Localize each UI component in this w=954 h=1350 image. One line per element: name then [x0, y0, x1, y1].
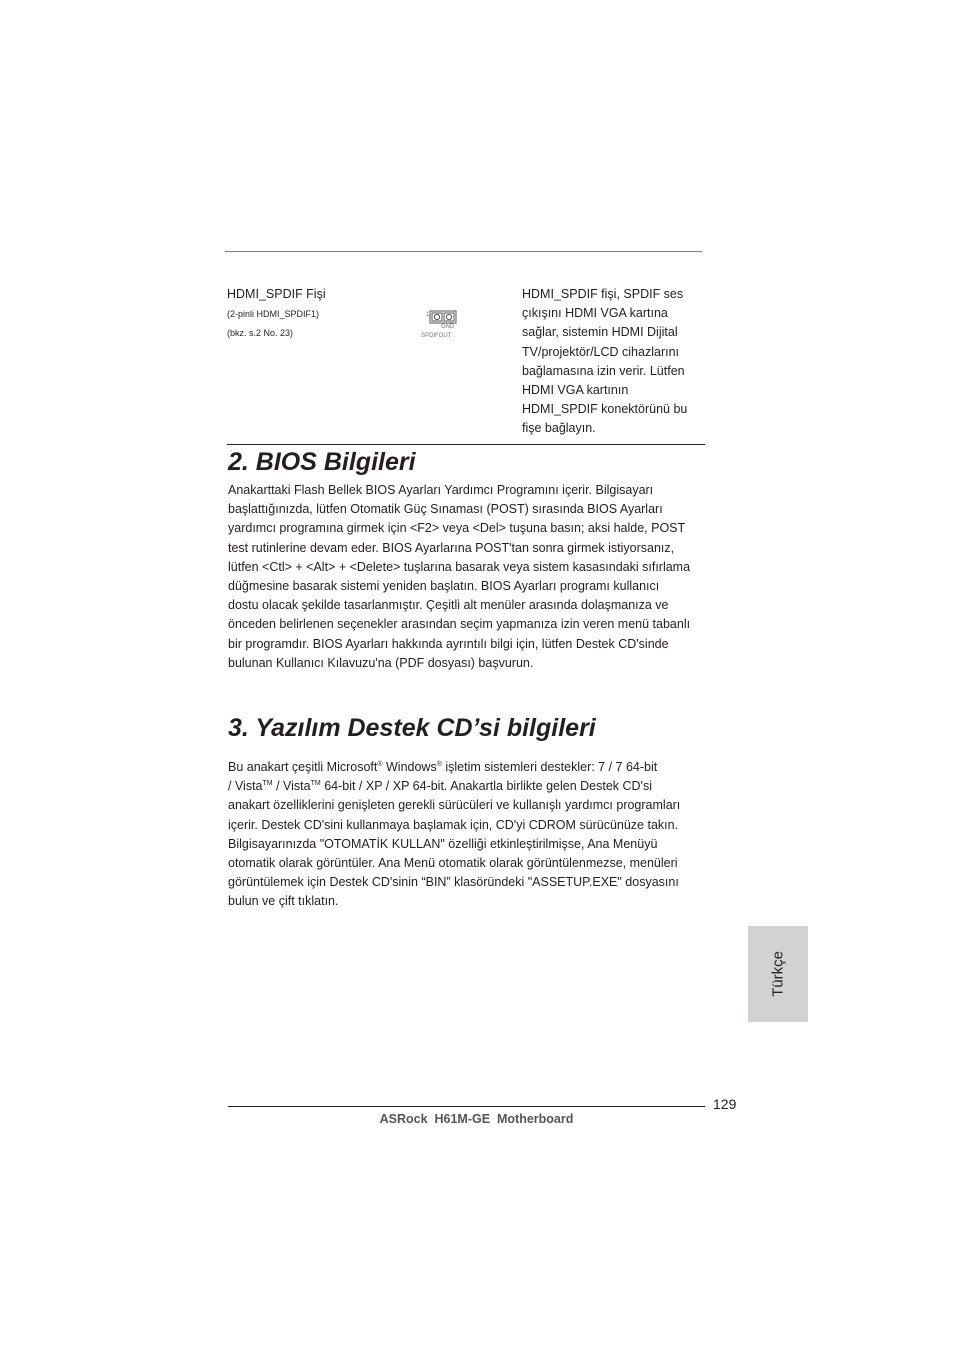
text-span: / Vista — [228, 779, 263, 794]
spdif-connector-diagram — [420, 308, 468, 344]
language-tab — [748, 926, 808, 1022]
page-number: 129 — [713, 1096, 737, 1112]
pin-1-label: 1 — [426, 312, 430, 318]
paragraph-line — [228, 777, 708, 796]
text-span: Windows — [382, 760, 437, 774]
footer-product: ASRock H61M-GE Motherboard — [379, 1112, 574, 1126]
paragraph-line: düğmesine basarak sistemi yeniden başlatın. BIOS Ayarları programı kullanıcı — [228, 579, 660, 594]
paragraph-line: bulunan Kullanıcı Kılavuzu'na (PDF dosyası) başvurun. — [228, 655, 534, 670]
language-tab-label: Türkçe — [769, 951, 787, 997]
gnd-label: GND — [441, 324, 455, 330]
description-line: HDMI VGA kartının — [522, 383, 629, 398]
paragraph-line: başlattığınızda, lütfen Otomatik Güç Sınaması (POST) sırasında BIOS Ayarları — [228, 502, 663, 517]
text-span: işletim sistemleri destekler: 7 / 7 64-bit — [441, 760, 658, 774]
registered-mark: ® — [436, 761, 442, 768]
spdif-description — [522, 285, 712, 439]
bios-paragraph — [228, 481, 708, 673]
trademark: TM — [310, 780, 321, 788]
spdif-subtitle: (2-pinli HDMI_SPDIF1) — [227, 309, 320, 319]
description-line: bağlamasına izin verir. Lütfen — [522, 363, 685, 378]
paragraph-line: test rutinlerine devam eder. BIOS Ayarlarına POST'tan sonra girmek istiyorsanız, — [228, 540, 675, 555]
paragraph-line: görüntülemek için Destek CD'sinin “BIN” klasöründeki "ASSETUP.EXE" dosyasını — [228, 875, 679, 890]
description-line: fişe bağlayın. — [522, 421, 596, 436]
top-rule — [225, 251, 702, 252]
text-span: 64-bit / XP / XP 64-bit. Anakartla birlikte gelen Destek CD'si — [320, 779, 652, 794]
cd-paragraph — [228, 758, 708, 912]
spdif-title: HDMI_SPDIF Fişi — [227, 287, 326, 301]
cd-heading: 3. Yazılım Destek CD’si bilgileri — [228, 714, 596, 742]
paragraph-line: dostu olacak şekilde tasarlanmıştır. Çeşitli alt menüler arasında dolaşmanıza ve — [228, 598, 669, 613]
description-line: çıkışını HDMI VGA kartına — [522, 306, 668, 321]
section-rule — [227, 444, 705, 445]
registered-mark: ® — [377, 761, 383, 768]
bios-heading: 2. BIOS Bilgileri — [228, 448, 416, 476]
paragraph-line: bulun ve çift tıklatın. — [228, 894, 339, 909]
description-line: TV/projektör/LCD cihazlarını — [522, 344, 680, 359]
paragraph-line: Anakarttaki Flash Bellek BIOS Ayarları Yardımcı Programını içerir. Bilgisayarı — [228, 483, 654, 497]
paragraph-line: anakart özelliklerini genişleten gerekli sürücüleri ve kullanışlı yardımcı programları — [228, 798, 681, 813]
paragraph-line: içerir. Destek CD'sini kullanmaya başlamak için, CD'yi CDROM sürücünüze takın. — [228, 817, 679, 832]
paragraph-line: bir programdır. BIOS Ayarları hakkında ayrıntılı bilgi için, lütfen Destek CD'sinde — [228, 636, 669, 651]
text-span: / Vista — [272, 779, 311, 794]
trademark: TM — [262, 780, 273, 788]
description-line: HDMI_SPDIF konektörünü bu — [522, 402, 688, 417]
paragraph-line: önceden belirlenen seçenekler arasından seçim yapmanıza izin veren menü tabanlı — [228, 617, 691, 632]
footer-rule — [228, 1106, 705, 1107]
paragraph-line: otomatik olarak görüntüler. Ana Menü otomatik olarak görüntülenmezse, menüleri — [228, 856, 678, 871]
paragraph-line: lütfen <Ctl> + <Alt> + <Delete> tuşlarına basarak veya sistem kasasındaki sıfırlama — [228, 559, 691, 574]
paragraph-line: yardımcı programına girmek için <F2> veya <Del> tuşuna basın; aksi halde, POST — [228, 521, 686, 536]
spdif-out-label: SPDIFOUT — [421, 333, 452, 339]
description-line: HDMI_SPDIF fişi, SPDIF ses — [522, 287, 684, 301]
spdif-reference: (bkz. s.2 No. 23) — [227, 328, 294, 338]
text-span: Bu anakart çeşitli Microsoft — [228, 760, 378, 774]
paragraph-line: Bilgisayarınızda "OTOMATİK KULLAN" özelliği etkinleştirilmişse, Ana Menüyü — [228, 836, 658, 851]
paragraph-line — [228, 758, 708, 777]
description-line: sağlar, sistemin HDMI Dijital — [522, 325, 678, 340]
